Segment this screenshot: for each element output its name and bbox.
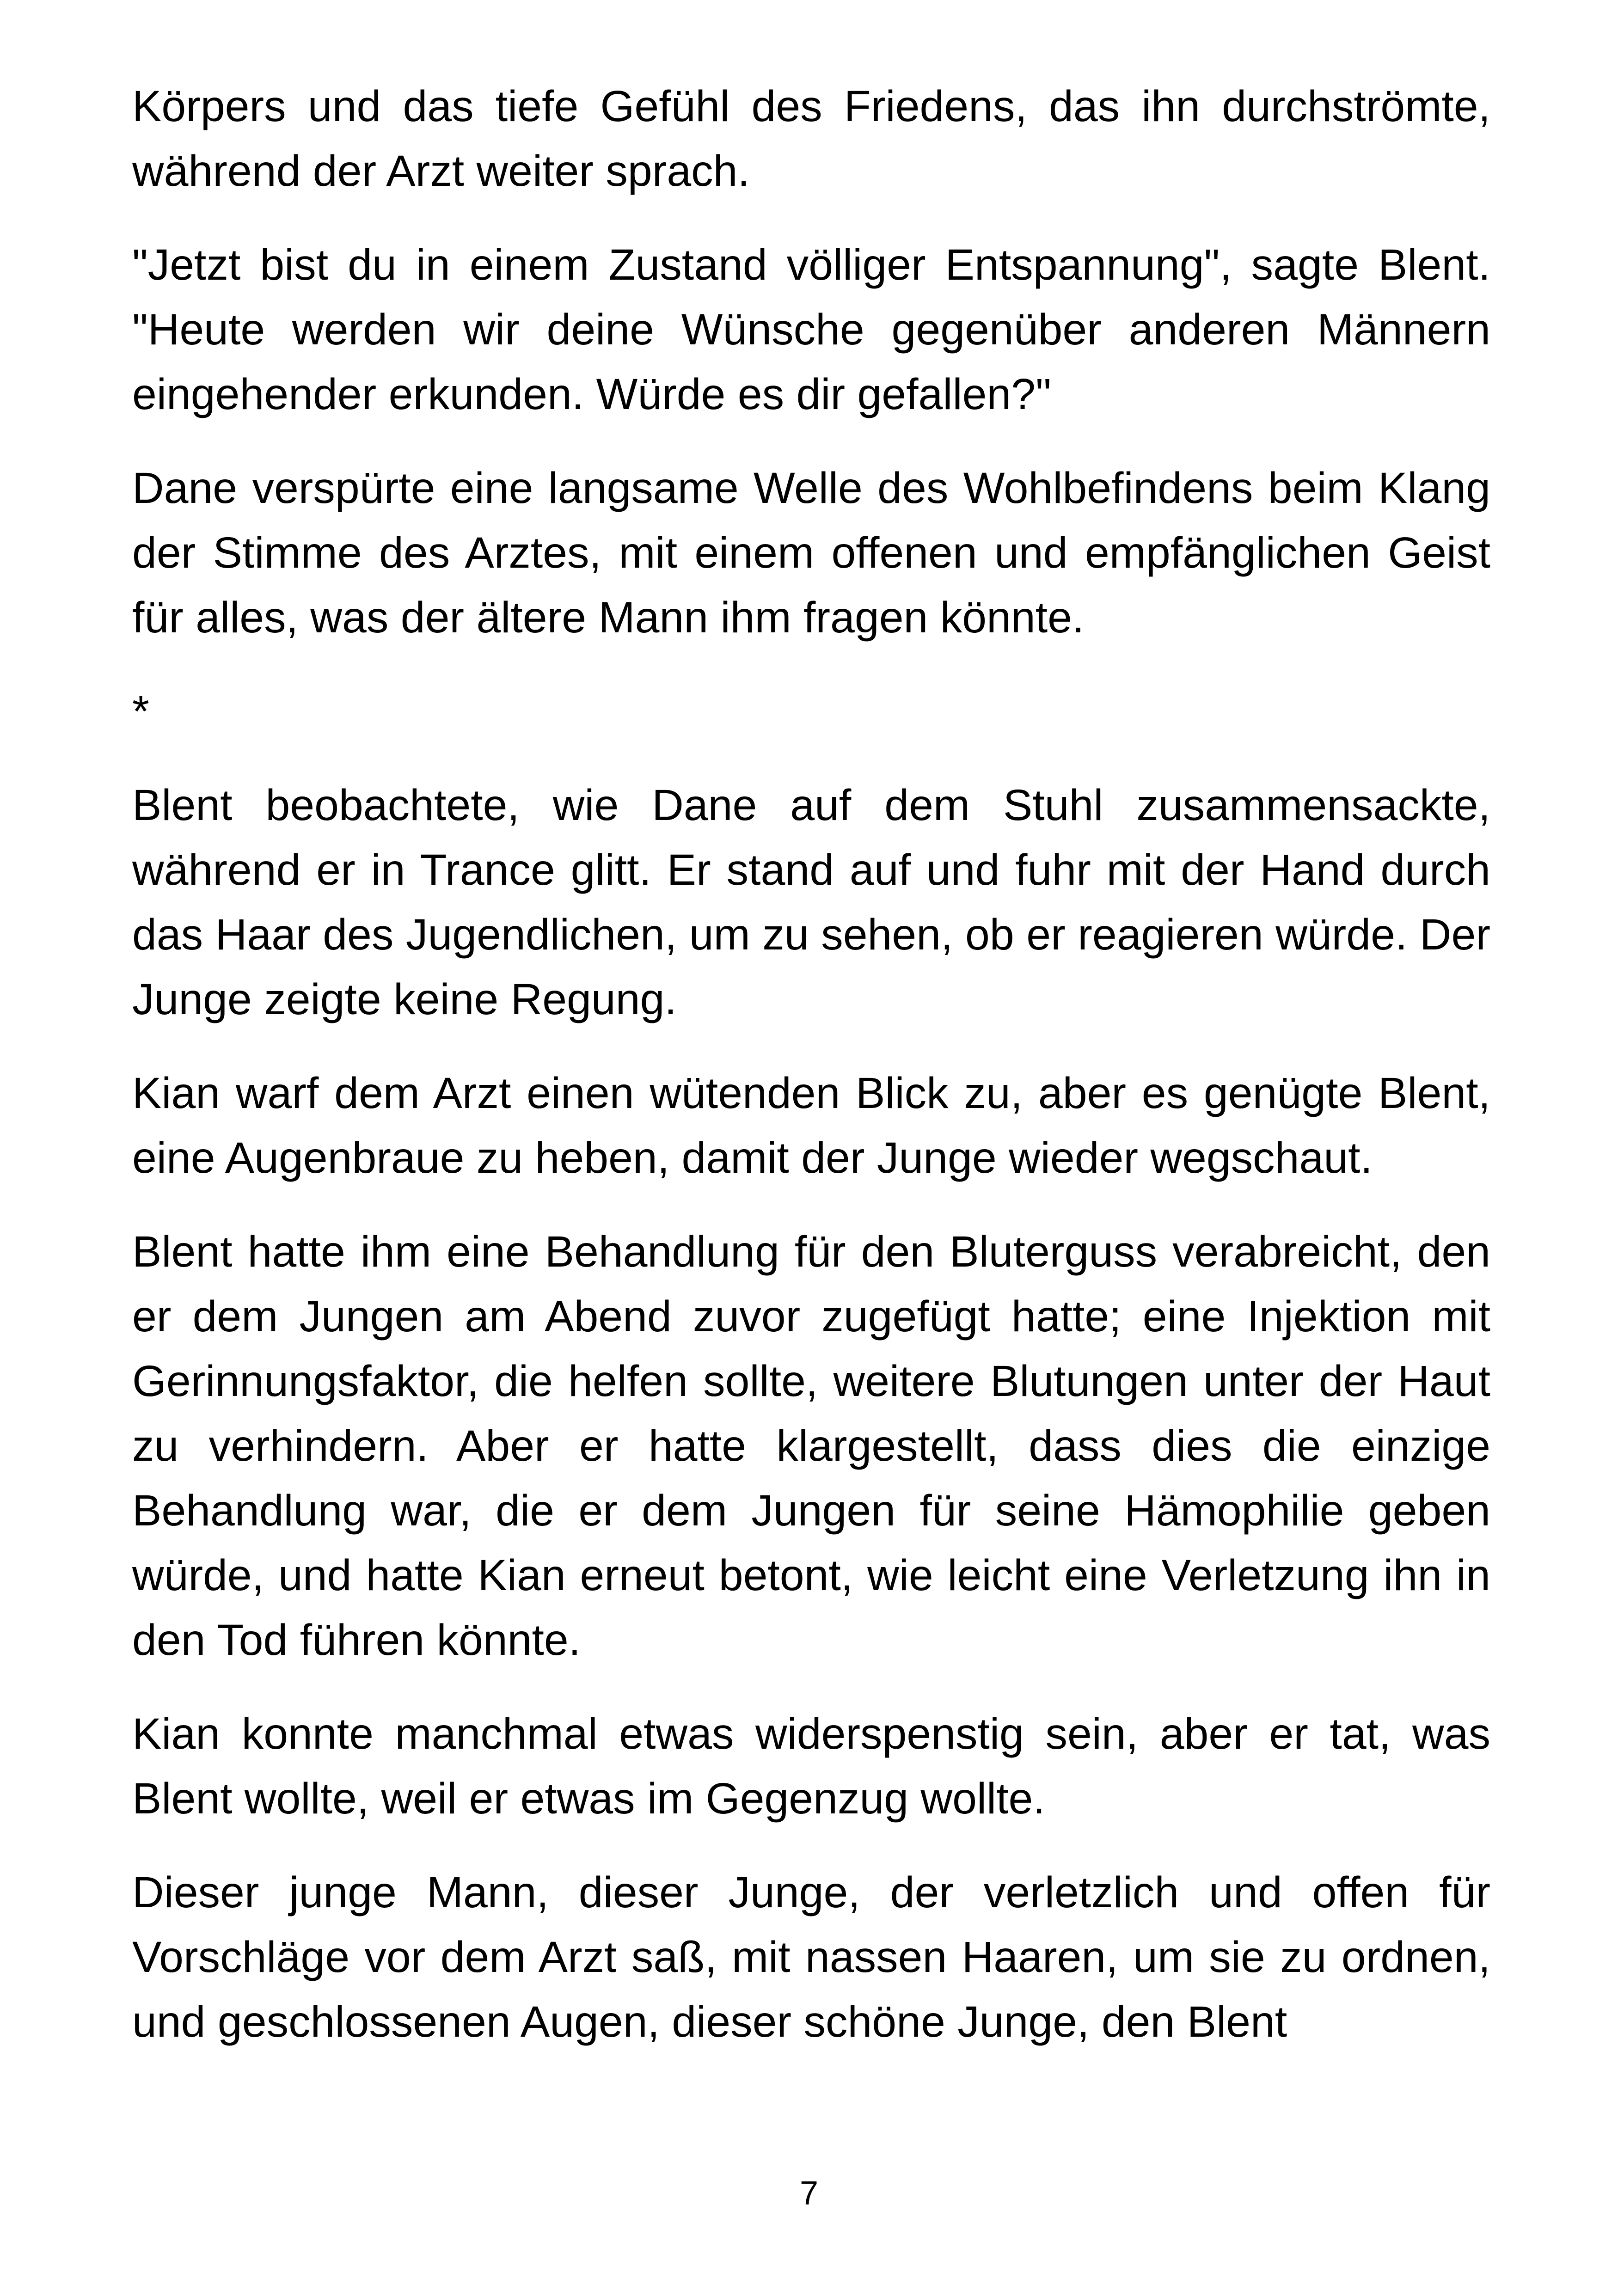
- paragraph-8: Dieser junge Mann, dieser Junge, der verletzlich und offen für Vorschläge vor dem Arzt saß, mit nassen Haaren, um sie zu ordnen, und geschlossenen Augen, dieser schöne Junge, den Blent: [132, 1868, 1490, 2046]
- paragraph-4: Blent beobachtete, wie Dane auf dem Stuhl zusammensackte, während er in Trance glitt. Er stand auf und fuhr mit der Hand durch das Haar des Jugendlichen, um zu sehen, ob er reagieren würde. Der Junge zeigte keine Regung.: [132, 781, 1490, 1024]
- page-number: 7: [799, 2175, 819, 2212]
- paragraph-3: Dane verspürte eine langsame Welle des Wohlbefindens beim Klang der Stimme des Arztes, mit einem offenen und empfänglichen Geist für alles, was der ältere Mann ihm fragen könnte.: [132, 464, 1490, 642]
- paragraph-5: Kian warf dem Arzt einen wütenden Blick zu, aber es genügte Blent, eine Augenbraue zu heben, damit der Junge wieder wegschaut.: [132, 1069, 1490, 1182]
- paragraph-7: Kian konnte manchmal etwas widerspenstig sein, aber er tat, was Blent wollte, weil er etwas im Gegenzug wollte.: [132, 1709, 1490, 1823]
- paragraph-6: Blent hatte ihm eine Behandlung für den Bluterguss verabreicht, den er dem Jungen am Abend zuvor zugefügt hatte; eine Injektion mit Gerinnungsfaktor, die helfen sollte, weitere Blutungen unter der Haut zu verhindern. Aber er hatte klargestellt, dass dies die einzige Behandlung war, die er dem Jungen für seine Hämophilie geben würde, und hatte Kian erneut betont, wie leicht eine Verletzung ihn in den Tod führen könnte.: [132, 1227, 1490, 1665]
- scene-break-separator: *: [132, 687, 149, 736]
- body-text: [132, 74, 1490, 2083]
- paragraph-1: Körpers und das tiefe Gefühl des Friedens, das ihn durchströmte, während der Arzt weiter sprach.: [132, 82, 1490, 196]
- paragraph-2: "Jetzt bist du in einem Zustand völliger Entspannung", sagte Blent. "Heute werden wir deine Wünsche gegenüber anderen Männern eingehender erkunden. Würde es dir gefallen?": [132, 240, 1490, 419]
